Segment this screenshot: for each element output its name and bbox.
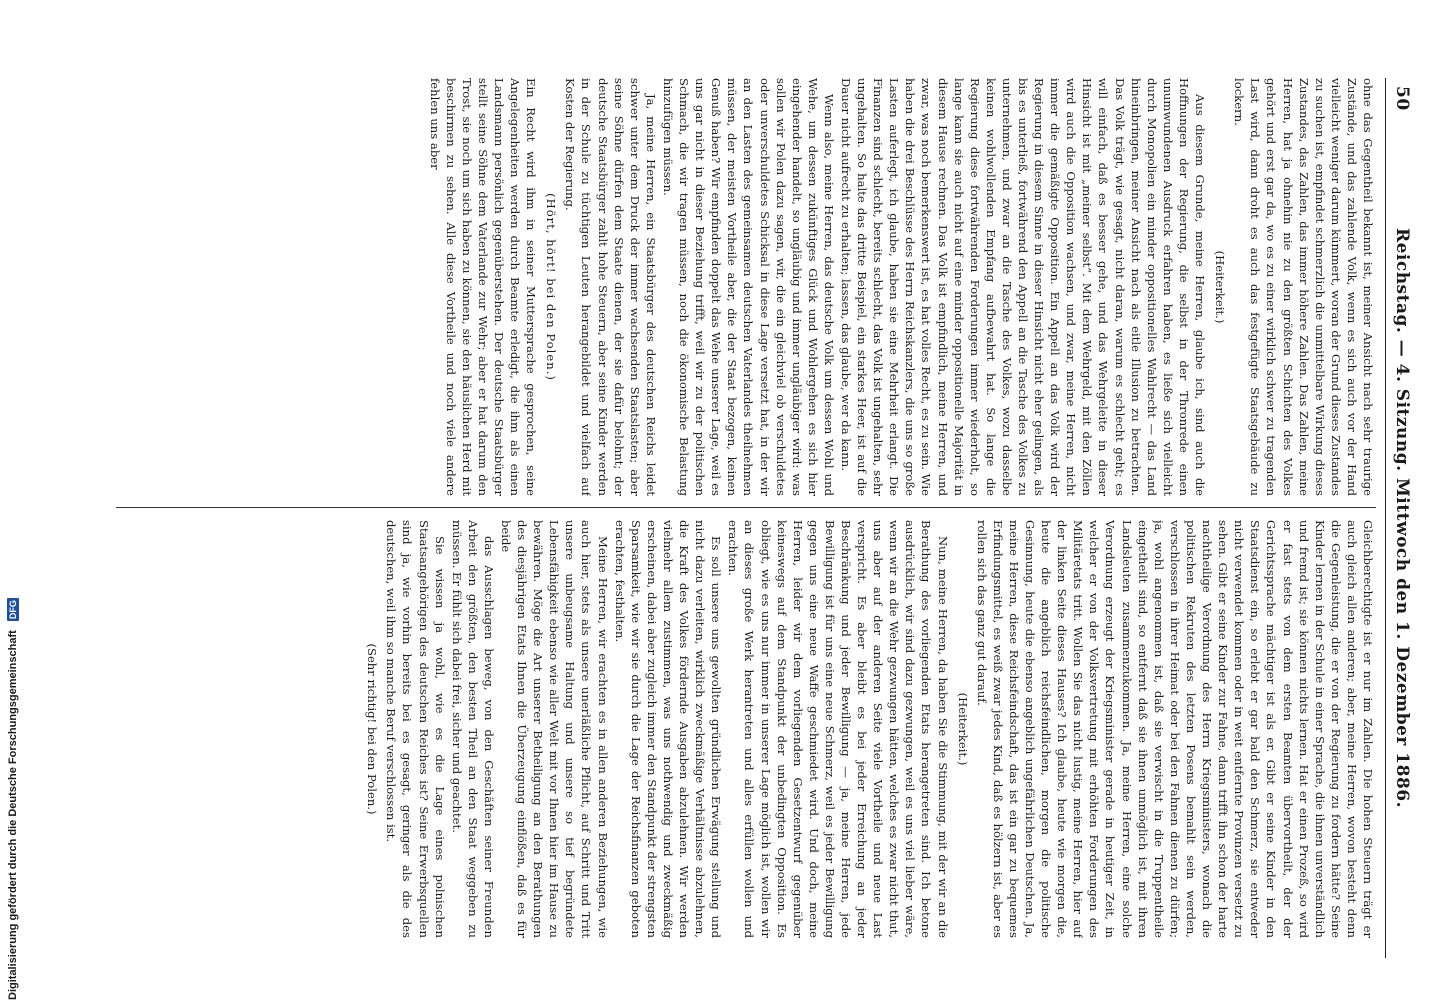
- paragraph: (Heiterkeit.): [1213, 250, 1228, 324]
- paragraph: Aus diesem Grunde, meine Herren, glaube ich, sind auch die Hoffnungen der Regierung, die selbst in der Thronrede einen unumwundenen Ausdruck erfahren haben, es ließe sich vielleicht durch Monopolien ein minder oppositionelles Wahlrecht — das Land hineinbringen, meiner Ansicht nach als eitle Illusion zu betrachten. Das Volk trägt, wie gesagt, nicht daran, warum es schlecht geht; es will einfach, daß es besser gehe, und das Wehrgeleite in dieser Hinsicht ist mit „meiner selbst“. Mit dem Wehrgeld, mit den Zöllen wird auch die Opposition wachsen, und zwar, meine Herren, nicht immer die gemäßigte Opposition. Ein Appell an das Volk wird der Regierung in diesem Sinne in dieser Hinsicht nicht eher gelingen, als bis es unterließ, fortwährend den Appell an die Tasche des Volkes zu unternehmen, und zwar an die Tasche des Volkes, wozu dasselbe keinen wohlwollenden Empfang aufbewahrt hat. So lange die Regierung diese fortwährenden Forderungen immer wiederholt, so lange kann sie auch nicht auf eine minder oppositionelle Majorität in diesem Hause rechnen. Das Volk ist empfindlich, meine Herren, und zwar, was noch bemerkenswert ist, es hat volles Recht, es zu sein. Wie haben die drei Beschlüsse des Herrn Reichskanzlers, die uns so große Lasten auferlegt, ich glaube, haben sie eine Mehrheit erlangt. Die Finanzen sind schlecht, bereits schlecht, das Volk ist ungehalten, sehr ungehalten. So halte das dritte Beispiel, ein starkes Heer, ist auf die Dauer nicht aufrecht zu erhalten; lassen, das glaube, wer da kann.: [839, 78, 1208, 496]
- paragraph: Es soll unsere uns gewollten gründlichen Erwägung stellung und nicht dazu verleiten, wirklich zweckmäßige Verhältnisse abzulehnen, die Kraft des Volkes fördernde Ausgaben abzulehnen. Wir werden vielmehr allem zustimmen, was uns nothwendig und zweckmäßig erscheinen, dabei aber zugleich immer den Standpunkt der strengsten Sparsamkeit, wie wir sie durch die Lage der Reichsfinanzen geboten erachten, festhalten.: [612, 520, 724, 938]
- paragraph: Ja, meine Herren, ein Staatsbürger des deutschen Reichs leidet schwer unter dem Druck der immer wachsenden Staatslasten; aber seine Söhne dürfen dem Staate dienen, der sie dafür belohnt; der deutsche Staatsbürger zahlt hohe Steuern, aber seine Kinder werden in der Schule zu tüchtigen Leuten herangebildet und vielfach auf Kosten der Regierung.: [563, 78, 658, 496]
- page-number: 50: [1392, 86, 1412, 111]
- page-header: [1385, 78, 1416, 958]
- rotated-page: [86, 78, 1416, 958]
- paragraph: das Ausschlagen beweg, von den Geschäften seiner Freunden Arbeit den größten, den besten Theil an den Staat weggeben zu müssen. Er fühlt sich dabei frei, sicher und geachtet.: [449, 520, 496, 938]
- paragraph: Sie wissen ja wohl, wie es die Lage eines polnischen Staatsangehörigen des deutschen Reiches ist? Seine Erwerbsquellen sind ja, wie vorhin bereits bei es gesagt, geringer als die des deutschen, weil ihm so manche Beruf verschlossen ist.: [384, 520, 447, 938]
- paragraph: Meine Herren, wir erachten es in allen anderen Beziehungen, wie auch hier, stets als unsere unerläßliche Pflicht, auf Schritt und Tritt unsere unbeugsame Haltung und unsere so tief begründete Lebensfähigkeit ebenso wie aller Welt mit vor Ihnen hier im Hause zu bewähren. Möge die Art unserer Betheiligung an den Berathungen des diesjährigen Etats Ihnen die Überzeugung einflößen, daß es für beide: [499, 520, 610, 938]
- left-column: [116, 78, 1376, 496]
- column-divider: [116, 507, 1376, 508]
- paragraph: (Sehr richtig! bei den Polen.): [365, 643, 380, 815]
- paragraph: Nun, meine Herren, da haben Sie die Stimmung, mit der wir an die Berathung des vorliegenden Etats herangetreten sind. Ich betone ausdrücklich, wir sind dazu gezwungen, weil es uns viel lieber wäre, wenn wir an die Wehr gezwungen hätten, welches es zwar nicht thut, uns aber auf der anderen Seite viele Vortheile und neue Last verspricht. Es aber bleibt es bei jeder Erreichung an jeder Beschränkung und jeder Bewilligung — ja, meine Herren, jede Bewilligung ist für uns eine neue Schmerz, weil es jeder Bewilligung gegen uns eine neue Waffe geschmiedet wird. Und doch, meine Herren, leider wir dem vorliegenden Gesetzentwurf gegenüber keineswegs auf dem Standpunkt der unbedingten Opposition. Es obliegt, wie es uns nur immer in unserer Lage möglich ist, wollen wir an dieses große Werk herantreten und alles erfüllen wollen und erachten.: [726, 520, 950, 938]
- paragraph: ohne das Gegentheil bekannt ist, meiner Ansicht nach sehr traurige Zustände, und das zahlende Volk, wenn es sich auch vor der Hand vielleicht weniger darum kümmert, woran der Grund dieses Zustandes zu suchen ist, empfindet schmerzlich die unmittelbare Wirkung dieses Zustandes, das Zahlen, das immer höhere Zahlen. Das Zahlen, meine Herren, hat ja ohnehin nie zu den größten Schichten des Volkes gehört und erst gar da, wo es zu einer wirklich schwer zu tragenden Last wird, dann droht es auch das festgefügte Staatsgebäude zu lockern.: [1232, 78, 1375, 496]
- dfg-logo: DFG: [8, 600, 18, 620]
- page-title: Reichstag. — 4. Sitzung. Mittwoch den 1. Dezember 1886.: [1392, 227, 1412, 809]
- paragraph: Gleichberechtigte ist er nur im Zahlen. Die hohen Steuern trägt er auch gleich allen anderen; aber, meine Herren, wovon besteht denn die Gegenleistung, die er von der Regierung zu fordern hätte? Seine Kinder lernen in der Schule in einer Sprache, die ihnen unverständlich und fremd ist; sie können nichts lernen. Hat er einen Prozeß, so wird er fast stets von dem ersten Beamten übervortheilt, der der Gerichtssprache mächtiger ist als er. Gibt er seine Kinder in den Staatsdienst ein, so erlebt er gar bald den Schmerz, sie entweder nicht verwendet kommen oder in weit entfernte Provinzen versetzt zu sehen. Gibt er seine Kinder zur Fahne, dann trifft ihn schon der harte nachtheilige Verordnung des Herrn Kriegsministers, wonach die politischen Rekruten des letzten Posens bemahlt sein werden, verschlossen in ihrer Heimat oder bei den Fahnen dienen zu dürfen; ja, wohl angenommen ist, daß sie verwischt in die Truppentheile eingetheilt sind, so entfernt daß sie ihnen unmöglich ist, mit ihren Landsleuten zusammenzukommen. Ja, meine Herren, eine solche Verordnung erzeugt der Kriegsminister gerade in heutiger Zeit, in welcher er von der Volksvertretung mit erhöhten Forderungen des Militäretats tritt. Wollen Sie das nicht lustig, meine Herren, hier auf der linken Seite dieses Hauses? Ich glaube, heute wie morgen die, heute die angeblich reichsfeindlichen, morgen die politische Gesinnung, heute die ebenso angeblich ungefährlichen Deutschen. Ja, meine Herren, diese Reichsfeindschaft, das ist ein gar zu bequemes Erfindungsmittel, es weiß zwar jedes Kind, daß es hölzern ist, aber es rollen sich das ganz gut darauf.: [974, 520, 1375, 938]
- digitization-footer: [6, 0, 22, 1000]
- paragraph: (Hört, hört! bei den Polen.): [544, 193, 559, 381]
- footer-credit: Digitalisierung gefördert durch die Deutsche Forschungsgemeinschaft: [7, 630, 19, 1000]
- paragraph: Ein Recht wird ihm in seiner Muttersprache gesprochen, seine Angelegenheiten werden durch Beamte erledigt, die ihm als einen Landsmann persönlich gegenüberstehen. Der deutsche Staatsbürger stellt seine Söhne dem Vaterlande zur Wehr; aber er hat darum den Trost, sie noch um sich haben zu können, sie den häuslichen Herd mit beschirmen zu sehen. Alle diese Vortheile und noch viele andere fehlen uns aber: [427, 78, 539, 496]
- paragraph: Wenn also, meine Herren, das deutsche Volk um dessen Wohl und Wehe, um dessen zukünftiges Glück und Wohlergehen es sich hier eingehender handelt, so ungläubig und immer ungläubiger wird: was sollen wir Polen dazu sagen, wir, die ein gleichviel ob verschuldetes oder unverschuldetes Schicksal in diese Lage versetzt hat, in der wir an den Lasten des gemeinsamen deutschen Vaterlandes theilnehmen müssen, der meisten Vortheile aber, die der Staat bezogen, keinen Genuß haben? Wir empfinden doppelt das Wehe unserer Lage, weil es uns gar nicht in dieser Beziehung trifft, weil wir zu der politischen Schmach, die wir tragen müssen, noch die ökonomische Belastung hinzufügen müssen.: [660, 78, 836, 496]
- right-column: [116, 520, 1376, 938]
- paragraph: (Heiterkeit.): [955, 692, 970, 766]
- footer-text: [7, 598, 19, 1000]
